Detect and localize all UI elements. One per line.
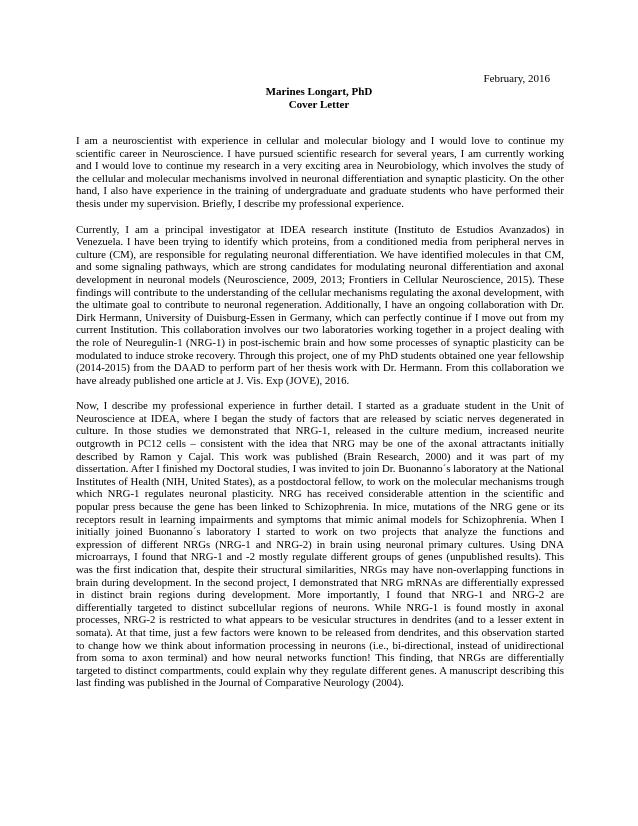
letter-date: February, 2016 bbox=[483, 73, 550, 85]
paragraph-intro: I am a neuroscientist with experience in cellular and molecular biology and I would love to continue my scientific career in Neuroscience. I have pursued scientific research for several years, I am currently working and I would love to continue my research in a very exciting area in Neurobiology, which involves the study of the cellular and molecular mechanisms involved in neuronal differentiation and synaptic plasticity. On the other hand, I also have experience in the training of undergraduate and graduate students who have performed their thesis under my supervision. Briefly, I describe my professional experience. bbox=[76, 135, 564, 210]
paragraph-current-position: Currently, I am a principal investigator at IDEA research institute (Instituto de Estudios Avanzados) in Venezuela. I have been trying to identify which proteins, from a conditioned media from peripheral nerves in culture (CM), are responsible for regulating neuronal differentiation. We have identified molecules in that CM, and some signaling pathways, which are strong candidates for modulating neuronal differentiation and axonal development in neuronal models (Neuroscience, 2009, 2013; Frontiers in Cellular Neuroscience, 2015). These findings will contribute to the understanding of the cellular mechanisms regulating the axonal development, with the ultimate goal to contribute to neuronal regeneration. Additionally, I have an ongoing collaboration with Dr. Dirk Hermann, University of Duisburg-Essen in Germany, which can perfectly continue if I move out from my current Institution. This collaboration involves our two laboratories working together in a project dealing with the role of Neuregulin-1 (NRG-1) in post-ischemic brain and how some processes of synaptic plasticity can be modulated to induce stroke recovery. Through this project, one of my PhD students obtained one year fellowship (2014-2015) from the DAAD to perform part of her thesis work with Dr. Hermann. From this collaboration we have already published one article at J. Vis. Exp (JOVE), 2016. bbox=[76, 223, 564, 387]
author-name: Marines Longart, PhD bbox=[265, 86, 373, 98]
letter-subtitle: Cover Letter bbox=[288, 98, 350, 111]
letter-heading bbox=[0, 86, 638, 111]
letter-body bbox=[76, 135, 564, 703]
paragraph-experience-detail: Now, I describe my professional experience in further detail. I started as a graduate student in the Unit of Neuroscience at IDEA, where I began the study of factors that are released by sciatic nerves degenerated in culture. In those studies we demonstrated that NRG-1, released in the culture medium, increased neurite outgrowth in PC12 cells – consistent with the idea that NRG may be one of the axonal attractants initially described by Ramon y Cajal. This work was published (Brain Research, 2000) and it was part of my dissertation. After I finished my Doctoral studies, I was invited to join Dr. Buonanno´s laboratory at the National Institutes of Health (NIH, United States), as a postdoctoral fellow, to work on the molecular mechanisms trough which NRG-1 regulates neuronal plasticity. NRG has received considerable attention in the scientific and popular press because the gene has been linked to Schizophrenia. In mice, mutations of the NRG gene or its receptors result in learning impairments and symptoms that mimic animal models for Schizophrenia. When I initially joined Buonanno´s laboratory I started to work on two projects that analyze the functions and expression of different NRGs (NRG-1 and NRG-2) in brain using neuronal primary cultures. Using DNA microarrays, I found that NRG-1 and -2 mostly regulate different groups of genes (unpublished results). This was the first indication that, despite their structural similarities, NRGs may have non-overlapping functions in brain during development. In the second project, I demonstrated that NRG mRNAs are differentially expressed in distinct brain regions during development. More importantly, I found that NRG-1 and NRG-2 are differentially targeted to distinct subcellular regions of neurons. While NRG-1 is found mostly in axonal processes, NRG-2 is restricted to what appears to be vesicular structures in dendrites (and to a lesser extent in somata). At that time, just a few factors were known to be released from dendrites, and this observation started to change how we think about information processing in neurons (i.e., bi-directional, instead of unidirectional from soma to axon terminal) and how neural networks function! This finding, that NRGs are differentially targeted to distinct compartments, could explain why they regulate different genes. A manuscript describing this last finding was published in the Journal of Comparative Neurology (2004). bbox=[76, 400, 564, 690]
